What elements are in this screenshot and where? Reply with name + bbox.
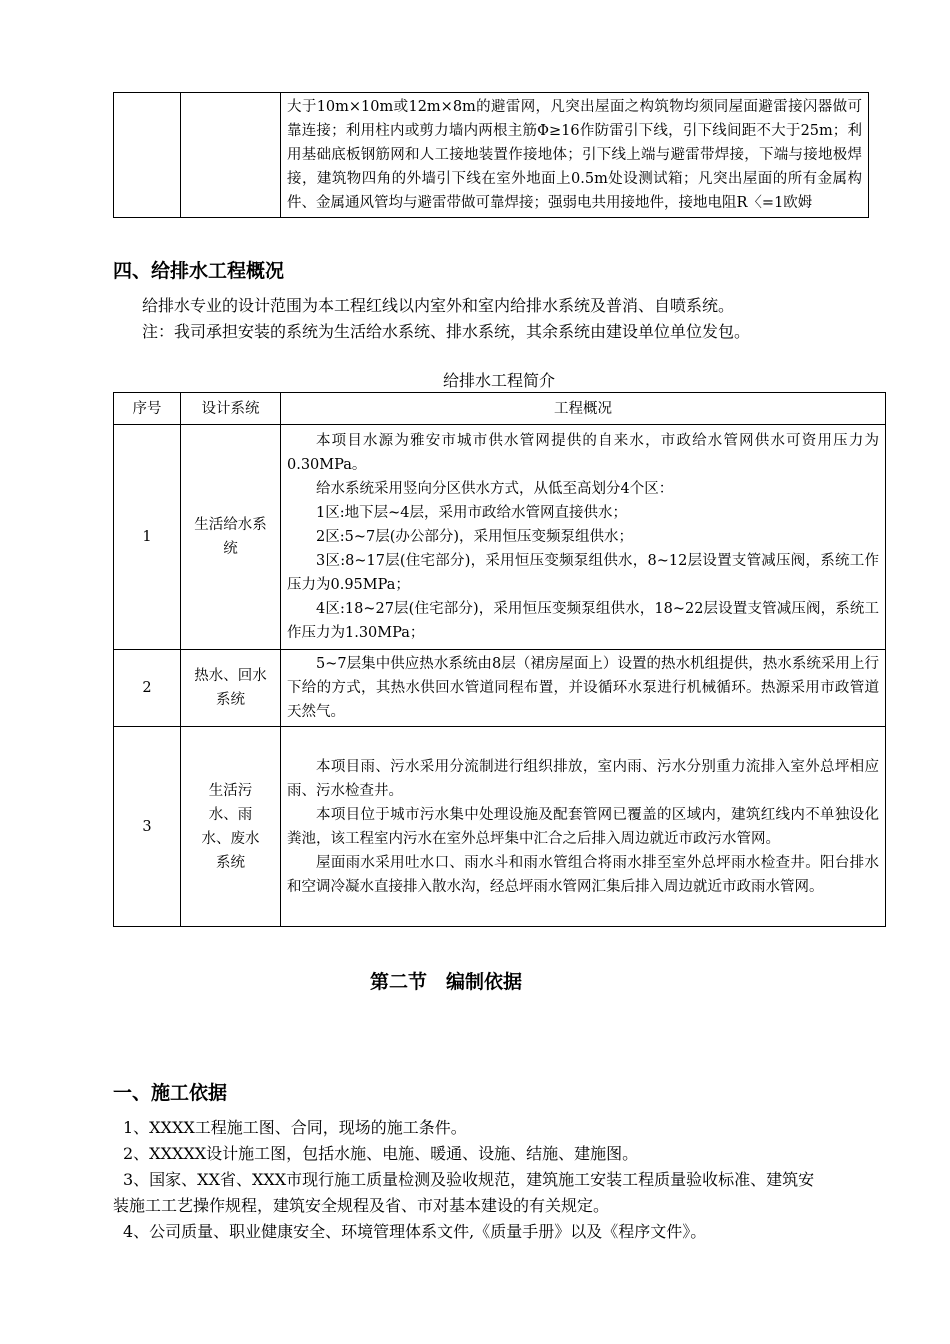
- list-item: 2、XXXXX设计施工图，包括水施、电施、暖通、设施、结施、建施图。: [123, 1144, 639, 1163]
- lightning-text-cell: [281, 93, 869, 218]
- overview-line: 1区:地下层~4层，采用市政给水管网直接供水；: [316, 505, 627, 521]
- lightning-text: 大于10m×10m或12m×8m的避雷网，凡突出屋面之构筑物均须同屋面避雷接闪器做可靠连接；利用柱内或剪力墙内两根主筋Φ≥16作防雷引下线，引下线间距不大于25m；利用基础底板钢筋网和人工接地装置作接地体；引下线上端与避雷带焊接，下端与接地极焊接，建筑物四角的外墙引下线在室外地面上0.5m处设测试箱；凡突出屋面的所有金属构件、金属通风管均与避雷带做可靠焊接；强弱电共用接地件，接地电阻R〈=1欧姆: [287, 99, 862, 211]
- table-row: [114, 425, 886, 650]
- row-system: [181, 425, 281, 650]
- empty-cell: [114, 93, 181, 218]
- section-title: 第二节 编制依据: [369, 971, 522, 993]
- row-overview: [281, 727, 886, 927]
- row-system-text: 热水、回水系统: [194, 668, 267, 708]
- overview-line: 4区:18~27层(住宅部分)，采用恒压变频泵组供水，18~22层设置支管减压阀，系统工作压力为1.30MPa；: [287, 601, 879, 641]
- overview-line: 5~7层集中供应热水系统由8层（裙房屋面上）设置的热水机组提供，热水系统采用上行下给的方式，其热水供回水管道同程布置，并设循环水泵进行机械循环。热源采用市政管道天然气。: [287, 656, 879, 720]
- overview-line: 本项目位于城市污水集中处理设施及配套管网已覆盖的区域内，建筑红线内不单独设化粪池，该工程室内污水在室外总坪集中汇合之后排入周边就近市政污水管网。: [287, 806, 879, 847]
- basis-heading: 一、施工依据: [113, 1082, 228, 1104]
- overview-line: 本项目雨、污水采用分流制进行组织排放，室内雨、污水分别重力流排入室外总坪相应雨、污水检查井。: [287, 758, 879, 799]
- row-system: [181, 727, 281, 927]
- table-row: [114, 650, 886, 727]
- table-header-row: [114, 393, 886, 425]
- overview-line: 给水系统采用竖向分区供水方式，从低至高划分4个区：: [316, 481, 674, 497]
- header-no: 序号: [114, 393, 181, 425]
- row-system-text: 生活污水、雨水、废水系统: [201, 782, 260, 871]
- row-no: 3: [114, 727, 181, 927]
- overview-line: 屋面雨水采用吐水口、雨水斗和雨水管组合将雨水排至室外总坪雨水检查井。阳台排水和空调冷凝水直接排入散水沟，经总坪雨水管网汇集后排入周边就近市政雨水管网。: [287, 854, 879, 895]
- section4-heading: 四、给排水工程概况: [113, 260, 285, 282]
- row-no: 2: [114, 650, 181, 727]
- row-overview: [281, 650, 886, 727]
- overview-line: 2区:5~7层(办公部分)，采用恒压变频泵组供水；: [316, 529, 634, 545]
- empty-cell: [181, 93, 281, 218]
- header-overview: 工程概况: [281, 393, 886, 425]
- list-item: 3、国家、XX省、XXX市现行施工质量检测及验收规范，建筑施工安装工程质量验收标准、建筑安装施工工艺操作规程，建筑安全规程及省、市对基本建设的有关规定。: [113, 1170, 815, 1215]
- row-system-text: 生活给水系统: [194, 517, 267, 557]
- row-overview: [281, 425, 886, 650]
- list-item: 1、XXXX工程施工图、合同，现场的施工条件。: [123, 1118, 467, 1137]
- table-row: [114, 727, 886, 927]
- row-system: [181, 650, 281, 727]
- list-item: 4、公司质量、职业健康安全、环境管理体系文件,《质量手册》以及《程序文件》。: [123, 1222, 707, 1241]
- overview-line: 本项目水源为雅安市城市供水管网提供的自来水，市政给水管网供水可资用压力为0.30MPa。: [287, 433, 879, 473]
- overview-line: 3区:8~17层(住宅部分)，采用恒压变频泵组供水，8~12层设置支管减压阀，系统工作压力为0.95MPa；: [287, 553, 879, 593]
- water-system-table: [113, 392, 886, 927]
- header-system: 设计系统: [181, 393, 281, 425]
- section4-para2: 注：我司承担安装的系统为生活给水系统、排水系统，其余系统由建设单位单位发包。: [142, 322, 751, 341]
- section4-para1: 给排水专业的设计范围为本工程红线以内室外和室内给排水系统及普消、自喷系统。: [142, 296, 735, 315]
- row-no: 1: [114, 425, 181, 650]
- basis-list: [113, 1115, 843, 1245]
- table-caption: 给排水工程简介: [442, 371, 555, 390]
- lightning-protection-table: [113, 92, 869, 218]
- table-row: [114, 93, 869, 218]
